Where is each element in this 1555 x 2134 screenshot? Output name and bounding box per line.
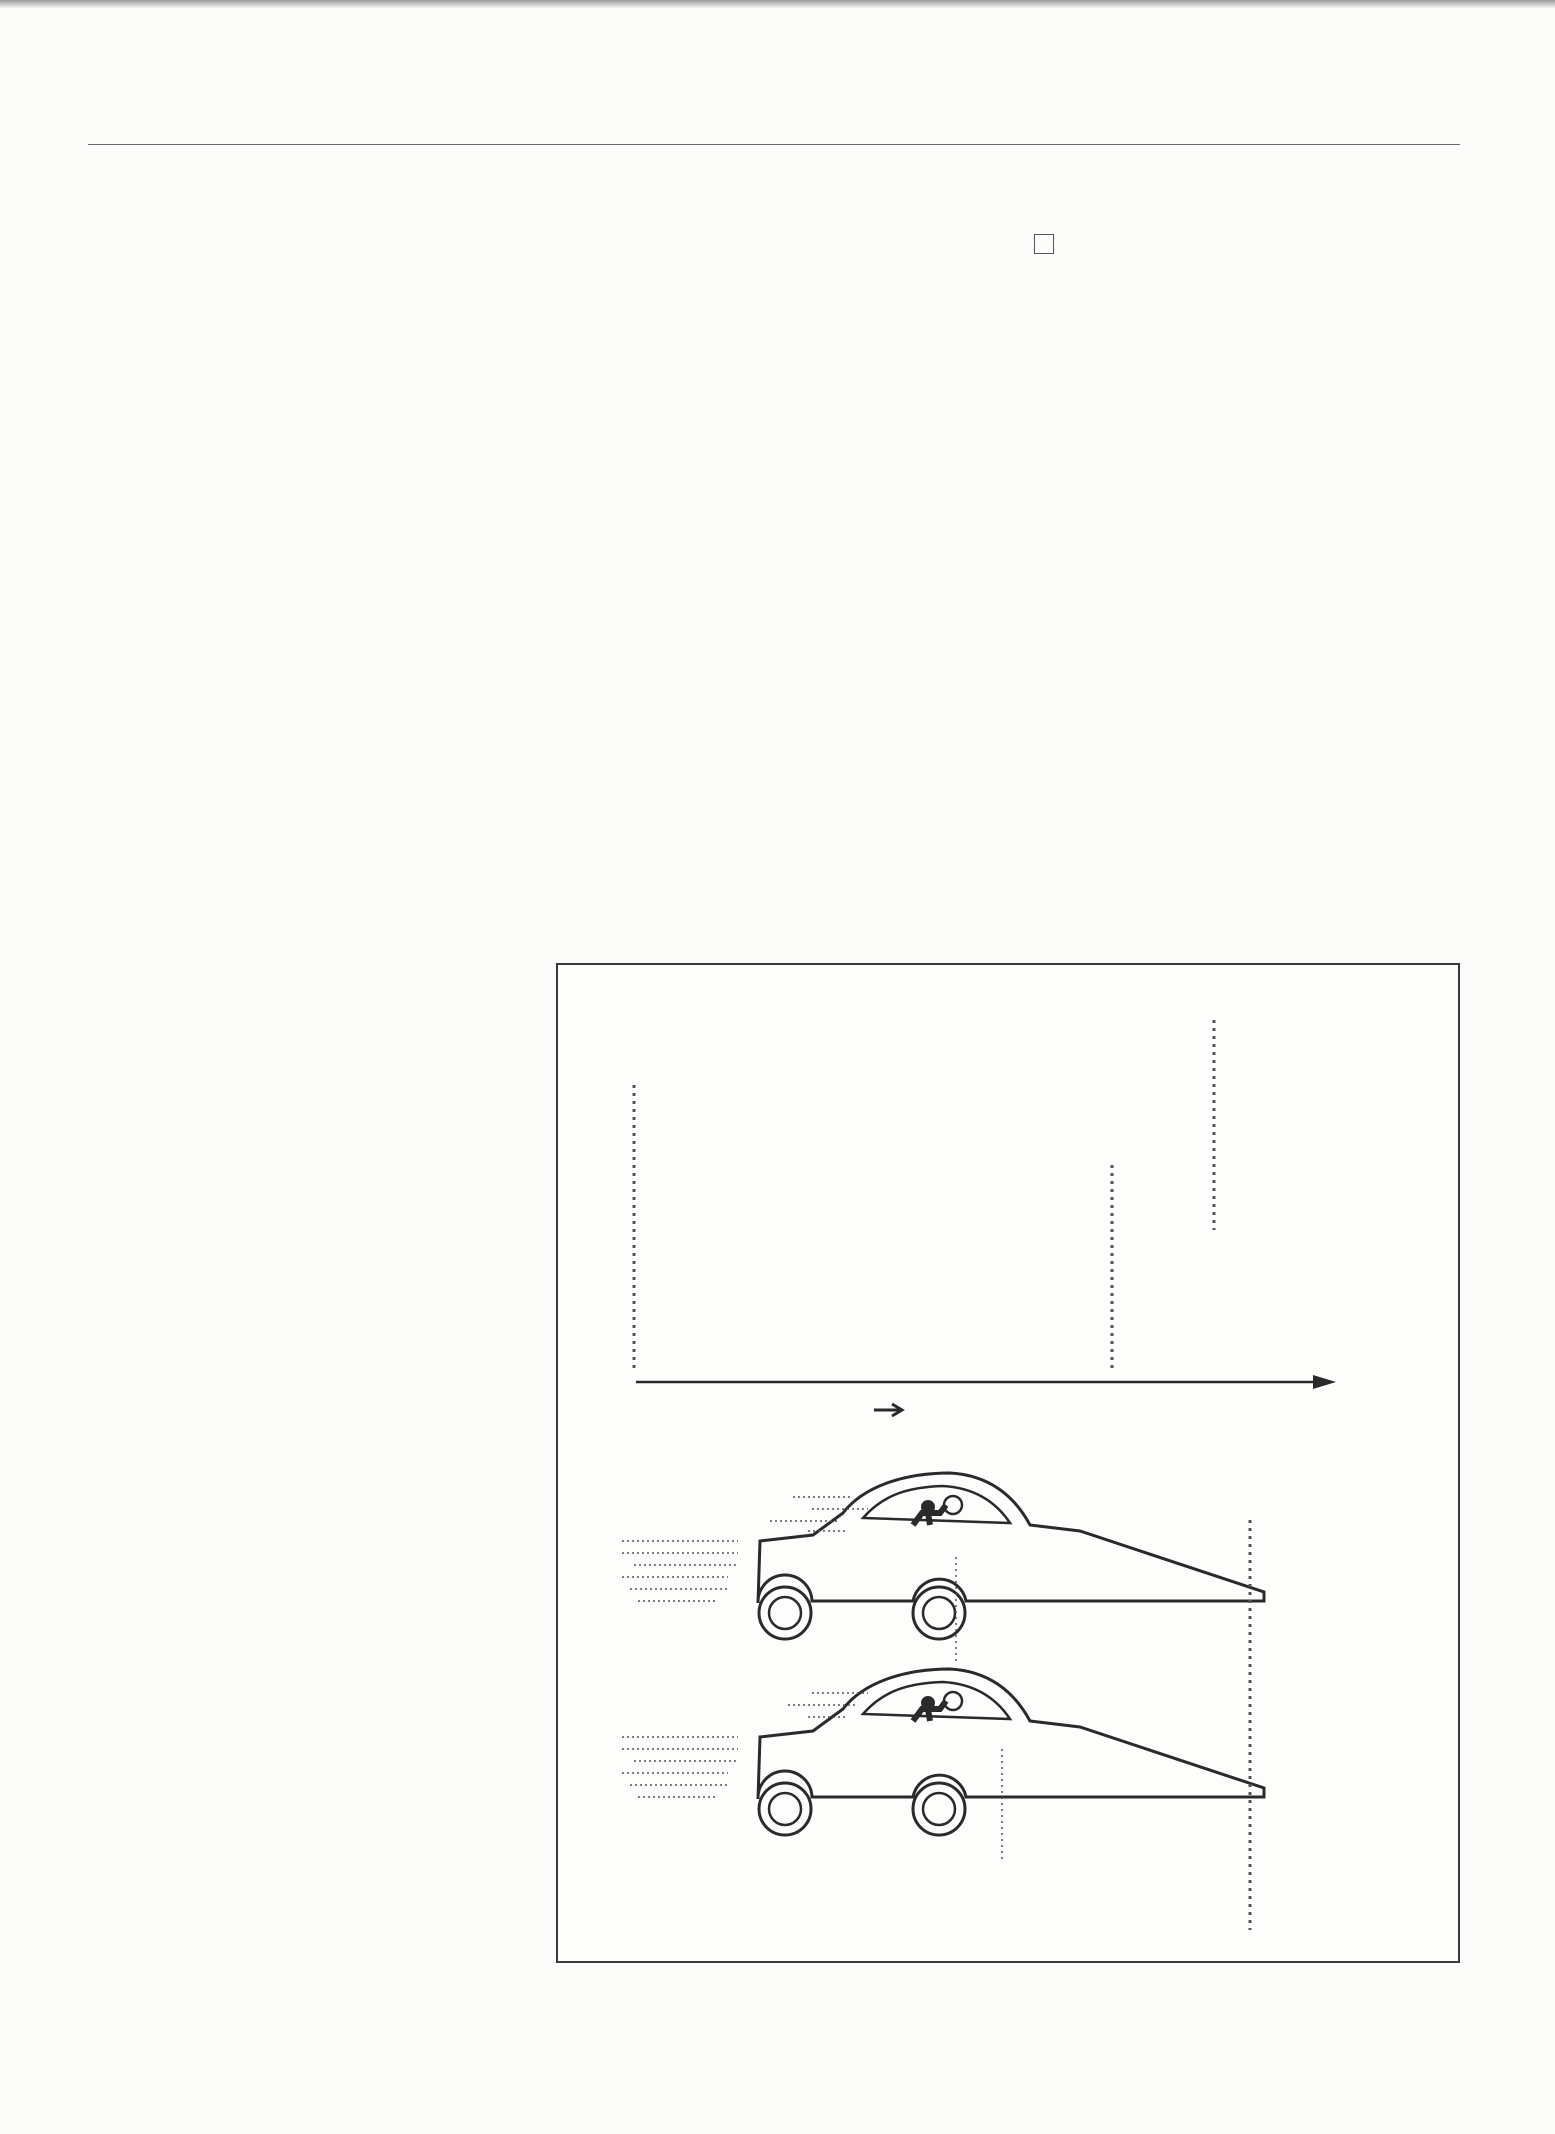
figure-box: [556, 963, 1460, 1963]
time-arrow-icon: [874, 1404, 902, 1416]
car-wheel-rear-superluminal: [759, 1783, 811, 1835]
car-wheel-front-superluminal: [913, 1783, 965, 1835]
page-footer: [1438, 2042, 1460, 2069]
car-body-superluminal: [758, 1669, 1264, 1799]
page-edge: [0, 0, 1555, 8]
figure-svg: [558, 965, 1462, 1965]
section-header: [88, 104, 1460, 145]
text-column-3: [1028, 206, 1460, 262]
time-axis-arrowhead-icon: [1313, 1375, 1336, 1389]
car-body-normal: [758, 1473, 1264, 1603]
car-wheel-front-normal: [913, 1587, 965, 1639]
author-bio: [1028, 228, 1460, 262]
race-car-normal: [622, 1473, 1264, 1665]
end-mark-icon: [1034, 234, 1054, 254]
car-wheel-rear-normal: [759, 1587, 811, 1639]
